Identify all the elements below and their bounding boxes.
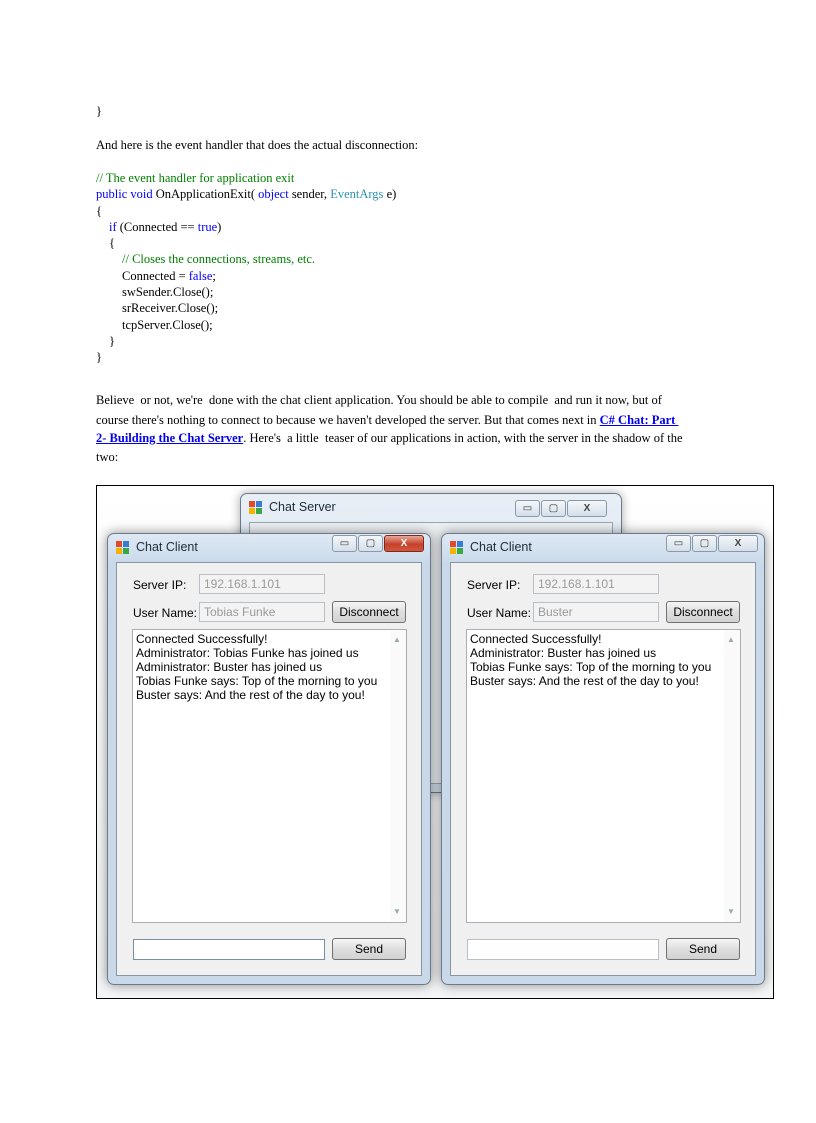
code-text: (Connected ==	[116, 219, 198, 234]
caption-buttons	[665, 535, 758, 553]
code-comment: // Closes the connections, streams, etc.	[122, 252, 316, 267]
code-line: }	[109, 333, 115, 348]
chat-log-entry: Administrator: Tobias Funke has joined us	[136, 646, 359, 660]
minimize-button[interactable]: ▭	[332, 535, 357, 552]
paragraph-line	[96, 412, 678, 428]
chat-log-entry: Connected Successfully!	[136, 632, 268, 646]
minimize-button[interactable]: ▭	[666, 535, 691, 552]
server-ip-field[interactable]: 192.168.1.101	[533, 574, 659, 594]
code-text: Connected =	[122, 268, 189, 283]
username-field[interactable]: Buster	[533, 602, 659, 622]
chat-log-entry: Buster says: And the rest of the day to you!	[470, 674, 699, 688]
code-keyword: public void	[96, 187, 153, 202]
code-type: EventArgs	[330, 187, 384, 202]
window-title: Chat Client	[136, 540, 198, 554]
title-bar	[108, 534, 430, 562]
code-closing-brace: }	[96, 104, 102, 118]
caption-buttons	[331, 535, 424, 553]
code-keyword: if	[109, 219, 117, 234]
username-label: User Name:	[467, 606, 532, 620]
username-field[interactable]: Tobias Funke	[199, 602, 325, 622]
code-keyword: true	[197, 219, 218, 234]
code-text: sender,	[288, 187, 331, 202]
title-bar	[241, 494, 621, 522]
scrollbar[interactable]	[390, 630, 406, 922]
scroll-up-icon[interactable]: ▲	[393, 635, 401, 644]
code-line	[96, 219, 396, 235]
server-ip-field[interactable]: 192.168.1.101	[199, 574, 325, 594]
close-button[interactable]: X	[567, 500, 607, 517]
intro-text: And here is the event handler that does the actual disconnection:	[96, 138, 419, 152]
code-line: srReceiver.Close();	[122, 301, 219, 316]
app-icon	[450, 541, 464, 555]
chat-log-entry: Buster says: And the rest of the day to you!	[136, 688, 365, 702]
chat-log[interactable]	[466, 629, 741, 923]
window-title: Chat Client	[470, 540, 532, 554]
minimize-button[interactable]: ▭	[515, 500, 540, 517]
code-line: swSender.Close();	[122, 285, 214, 300]
caption-buttons	[514, 500, 607, 518]
scroll-down-icon[interactable]: ▼	[393, 907, 401, 916]
maximize-button[interactable]: ▢	[541, 500, 566, 517]
code-line	[96, 268, 396, 284]
server-ip-label: Server IP:	[133, 578, 187, 592]
message-input[interactable]	[133, 939, 325, 960]
code-line: {	[109, 236, 115, 251]
title-bar	[442, 534, 764, 562]
chat-server-link[interactable]: C# Chat: Part	[599, 413, 679, 427]
maximize-button[interactable]: ▢	[692, 535, 717, 552]
code-text: ;	[212, 268, 216, 283]
send-button[interactable]: Send	[332, 938, 406, 960]
code-line: {	[96, 203, 102, 218]
paragraph-line	[96, 430, 683, 446]
paragraph-line: two:	[96, 450, 119, 464]
chat-log-entry: Tobias Funke says: Top of the morning to you	[136, 674, 378, 688]
code-line	[96, 186, 396, 202]
code-line: tcpServer.Close();	[122, 317, 213, 332]
close-button[interactable]: X	[718, 535, 758, 552]
code-keyword: false	[188, 268, 213, 283]
scroll-up-icon[interactable]: ▲	[727, 635, 735, 644]
close-button[interactable]: X	[384, 535, 424, 552]
code-text: )	[217, 219, 222, 234]
code-block	[96, 170, 396, 366]
maximize-button[interactable]: ▢	[358, 535, 383, 552]
send-button[interactable]: Send	[666, 938, 740, 960]
chat-client-window-left	[107, 533, 431, 985]
screenshot-figure	[96, 485, 774, 999]
window-title: Chat Server	[269, 500, 336, 514]
client-area	[116, 562, 422, 976]
app-icon	[116, 541, 130, 555]
username-label: User Name:	[133, 606, 198, 620]
chat-log-entry: Connected Successfully!	[470, 632, 602, 646]
scrollbar[interactable]	[724, 630, 740, 922]
scroll-down-icon[interactable]: ▼	[727, 907, 735, 916]
disconnect-button[interactable]: Disconnect	[332, 601, 406, 623]
paragraph-text: . Here's a little teaser of our applications in action, with the server in the shadow of the	[243, 431, 683, 445]
chat-server-link[interactable]: 2- Building the Chat Server	[96, 431, 244, 445]
paragraph-line: Believe or not, we're done with the chat client application. You should be able to compile and run it now, but of	[96, 393, 662, 407]
chat-log-entry: Administrator: Buster has joined us	[470, 646, 657, 660]
server-ip-label: Server IP:	[467, 578, 521, 592]
code-text: e)	[383, 187, 397, 202]
disconnect-button[interactable]: Disconnect	[666, 601, 740, 623]
code-keyword: object	[258, 187, 289, 202]
chat-log[interactable]	[132, 629, 407, 923]
chat-log-entry: Administrator: Buster has joined us	[136, 660, 323, 674]
code-comment: // The event handler for application exit	[96, 171, 295, 185]
client-area	[450, 562, 756, 976]
message-input[interactable]	[467, 939, 659, 960]
code-line: }	[96, 350, 102, 365]
code-text: OnApplicationExit(	[152, 187, 259, 202]
chat-log-entry: Tobias Funke says: Top of the morning to you	[470, 660, 712, 674]
chat-client-window-right	[441, 533, 765, 985]
app-icon	[249, 501, 263, 515]
paragraph-text: course there's nothing to connect to because we haven't developed the server. But that comes next in	[96, 413, 600, 427]
